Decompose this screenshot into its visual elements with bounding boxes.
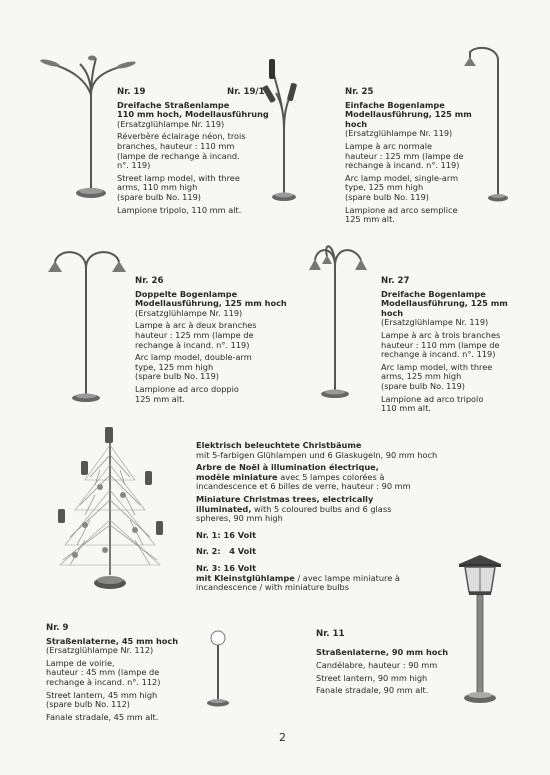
nr27-bulb: (Ersatzglühlampe Nr. 119)	[381, 317, 489, 328]
nr27-title: Dreifache Bogenlampe Modellausführung, 125 mm hoch	[381, 288, 508, 318]
nr19-title: Dreifache Straßenlampe 110 mm hoch, Modellausführung	[117, 99, 269, 120]
page-number: 2	[279, 731, 286, 744]
nr27-italian: Lampione ad arco tripolo 110 mm alt.	[381, 393, 484, 414]
nr9-french: Lampe de voirie, hauteur : 45 mm (lampe de rechange à incand. n°. 112)	[46, 657, 161, 687]
nr27-description	[381, 277, 531, 414]
nr27-lamp-illustration	[305, 236, 380, 401]
nr25-english: Arc lamp model, single-arm type, 125 mm high (spare bulb No. 119)	[345, 172, 459, 202]
nr26-bulb: (Ersatzglühlampe Nr. 119)	[135, 307, 243, 318]
nr26-french: Lampe à arc à deux branches hauteur : 125 mm (lampe de rechange à incand. n°. 119)	[135, 320, 257, 350]
tree-french: Arbre de Noël à illumination électrique, modèle miniature avec 5 lampes colorées à incandescence et 6 billes de verre, hauteur : 90 mm	[196, 462, 411, 492]
nr26-description	[135, 277, 295, 404]
nr27-english: Arc lamp model, with three arms, 125 mm high (spare bulb No. 119)	[381, 361, 493, 391]
nr26-number: Nr. 26	[135, 276, 164, 286]
nr11-title: Straßenlaterne, 90 mm hoch	[316, 646, 449, 657]
nr19-bulb: (Ersatzglühlampe Nr. 119)	[117, 118, 225, 129]
nr11-italian: Fanale stradale, 90 mm alt.	[316, 685, 429, 696]
nr9-italian: Fanale stradale, 45 mm alt.	[46, 711, 159, 722]
nr26-italian: Lampione ad arco doppio 125 mm alt.	[135, 383, 239, 404]
nr19-1-number: Nr. 19/1	[227, 87, 265, 97]
nr27-french: Lampe à arc à trois branches hauteur : 110 mm (lampe de rechange à incand. n°. 119)	[381, 329, 501, 360]
nr25-italian: Lampione ad arco semplice 125 mm alt.	[345, 204, 458, 225]
nr9-description	[46, 624, 196, 722]
nr9-lantern-illustration	[200, 628, 236, 710]
nr19-french: Réverbère éclairage néon, trois branches, hauteur : 110 mm (lampe de rechange à incand. n°. 119)	[117, 131, 246, 171]
nr26-title: Doppelte Bogenlampe Modellausführung, 125 mm hoch	[135, 288, 287, 309]
nr11-description	[316, 630, 456, 696]
christmas-tree-description	[196, 441, 496, 593]
nr27-number: Nr. 27	[381, 276, 410, 286]
tree-variant-1: Nr. 1: 16 Volt	[196, 529, 256, 540]
nr9-english: Street lantern, 45 mm high (spare bulb No. 112)	[46, 689, 158, 710]
nr11-number: Nr. 11	[316, 629, 345, 639]
nr11-english: Street lantern, 90 mm high	[316, 672, 428, 683]
nr19-english: Street lamp model, with three arms, 110 mm high (spare bulb No. 119)	[117, 172, 240, 202]
nr11-french: Candélabre, hauteur : 90 mm	[316, 660, 438, 671]
tree-variant-3: Nr. 3: 16 Volt mit Kleinstglühlampe / avec lampe miniature à incandescence / with miniature bulbs	[196, 562, 400, 593]
nr19-description	[117, 88, 282, 215]
nr19-number: Nr. 19 Nr. 19/1	[117, 87, 265, 97]
nr19-italian: Lampione tripolo, 110 mm alt.	[117, 204, 242, 215]
nr25-title: Einfache Bogenlampe Modellausführung, 125 mm hoch	[345, 99, 472, 129]
nr9-bulb: (Ersatzglühlampe Nr. 112)	[46, 645, 154, 656]
tree-variant-2: Nr. 2: 4 Volt	[196, 546, 256, 557]
nr25-description	[345, 88, 485, 225]
nr9-title: Straßenlaterne, 45 mm hoch	[46, 635, 179, 646]
nr26-english: Arc lamp model, double-arm type, 125 mm high (spare bulb No. 119)	[135, 352, 252, 382]
nr25-number: Nr. 25	[345, 87, 374, 97]
nr26-lamp-illustration	[40, 240, 135, 405]
nr25-french: Lampe à arc normale hauteur : 125 mm (lampe de rechange à incand. n°. 119)	[345, 140, 464, 171]
nr25-bulb: (Ersatzglühlampe Nr. 119)	[345, 128, 453, 139]
tree-english: Miniature Christmas trees, electrically illuminated, with 5 coloured bulbs and 6 glass spheres, 90 mm high	[196, 493, 392, 524]
tree-german: Elektrisch beleuchtete Christbäume mit 5-farbigen Glühlampen und 6 Glaskugeln, 90 mm hoch	[196, 440, 438, 460]
christmas-tree-illustration	[55, 425, 175, 595]
nr9-number: Nr. 9	[46, 623, 69, 633]
